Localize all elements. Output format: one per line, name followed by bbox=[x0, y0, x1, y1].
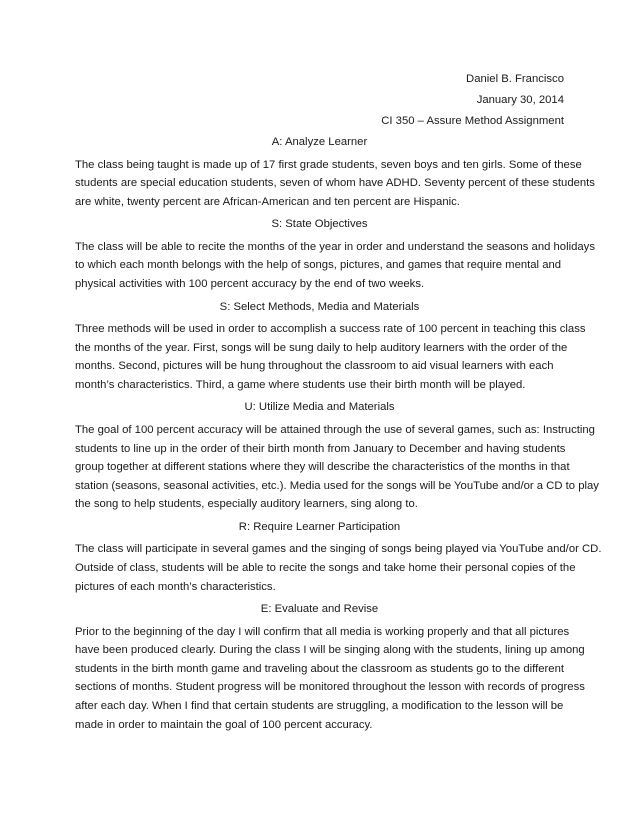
paragraph-line: months. Second, pictures will be hung throughout the classroom to aid visual learners with each bbox=[75, 360, 554, 373]
document-page bbox=[75, 70, 602, 738]
section-paragraph bbox=[75, 238, 595, 294]
paragraph-line: The class being taught is made up of 17 first grade students, seven boys and ten girls. Some of these bbox=[75, 158, 582, 171]
paragraph-line: after each day. When I find that certain students are struggling, a modification to the lesson will be bbox=[75, 700, 564, 713]
paragraph-line: The class will be able to recite the months of the year in order and understand the seasons and holidays bbox=[75, 240, 595, 253]
paragraph-line: station (seasons, seasonal activities, etc.). Media used for the songs will be YouTube and/or a CD to play bbox=[75, 479, 599, 492]
paragraph-line: students to line up in the order of their birth month from January to December and having students bbox=[75, 442, 566, 455]
section-heading: U: Utilize Media and Materials bbox=[244, 401, 395, 414]
document-date: January 30, 2014 bbox=[476, 94, 564, 106]
paragraph-line: month’s characteristics. Third, a game where students use their birth month will be played. bbox=[75, 378, 526, 391]
document-body bbox=[75, 133, 602, 734]
section-paragraph bbox=[75, 421, 599, 514]
paragraph-line: have been produced clearly. During the class I will be singing along with the students, lining up among bbox=[75, 644, 585, 657]
author-name: Daniel B. Francisco bbox=[466, 73, 564, 85]
section-heading: S: State Objectives bbox=[271, 218, 368, 231]
paragraph-line: students in the birth month game and traveling about the classroom as students go to the different bbox=[75, 662, 564, 675]
paragraph-line: made in order to maintain the goal of 100 percent accuracy. bbox=[75, 718, 373, 731]
paragraph-line: The goal of 100 percent accuracy will be attained through the use of several games, such as: Instructing bbox=[75, 423, 595, 436]
course-title: CI 350 – Assure Method Assignment bbox=[381, 115, 564, 127]
section-paragraph bbox=[75, 540, 602, 596]
paragraph-line: Three methods will be used in order to accomplish a success rate of 100 percent in teaching this class bbox=[75, 323, 586, 336]
section-paragraph bbox=[75, 623, 585, 735]
paragraph-line: to which each month belongs with the help of songs, pictures, and games that require mental and bbox=[75, 259, 562, 272]
section-paragraph bbox=[75, 320, 586, 394]
section-heading: E: Evaluate and Revise bbox=[260, 603, 379, 616]
section-heading: R: Require Learner Participation bbox=[238, 520, 401, 533]
section-paragraph bbox=[75, 156, 595, 212]
paragraph-line: The class will participate in several games and the singing of songs being played via YouTube and/or CD. bbox=[75, 543, 602, 556]
section-heading: A: Analyze Learner bbox=[271, 136, 368, 148]
paragraph-line: the song to help students, especially auditory learners, sing along to. bbox=[75, 498, 418, 511]
paragraph-line: group together at different stations where they will describe the characteristics of the months in that bbox=[75, 461, 570, 474]
paragraph-line: Prior to the beginning of the day I will confirm that all media is working properly and that all pictures bbox=[75, 625, 570, 638]
paragraph-line: physical activities with 100 percent accuracy by the end of two weeks. bbox=[75, 277, 425, 290]
paragraph-line: sections of months. Student progress will be monitored throughout the lesson with records of progress bbox=[75, 681, 585, 694]
paragraph-line: Outside of class, students will be able to recite the songs and take home their personal copies of the bbox=[75, 562, 576, 574]
paragraph-line: students are special education students, seven of whom have ADHD. Seventy percent of these students bbox=[75, 177, 595, 190]
paragraph-line: the months of the year. First, songs will be sung daily to help auditory learners with the order of the bbox=[75, 341, 568, 354]
section-heading: S: Select Methods, Media and Materials bbox=[219, 300, 420, 313]
paragraph-line: are white, twenty percent are African-American and ten percent are Hispanic. bbox=[75, 195, 460, 208]
paragraph-line: pictures of each month’s characteristics. bbox=[75, 580, 276, 593]
